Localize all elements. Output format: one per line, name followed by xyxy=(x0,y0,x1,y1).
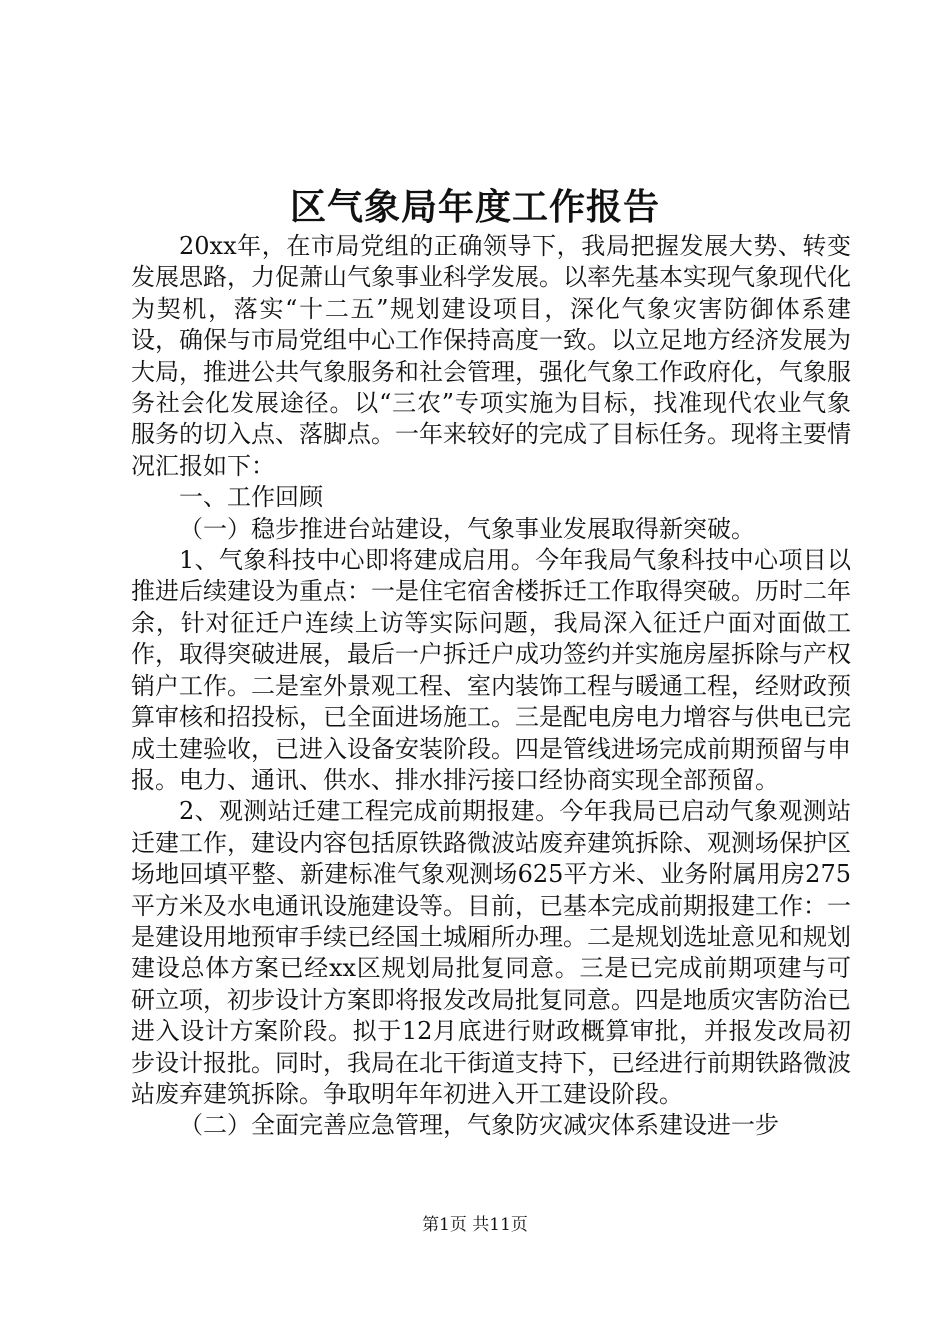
paragraph-intro: 20xx年，在市局党组的正确领导下，我局把握发展大势、转变发展思路，力促萧山气象事业科学发展。以率先基本实现气象现代化为契机，落实“十二五”规划建设项目，深化气象灾害防御体系建设，确保与市局党组中心工作保持高度一致。以立足地方经济发展为大局，推进公共气象服务和社会管理，强化气象工作政府化，气象服务社会化发展途径。以“三农”专项实施为目标，找准现代农业气象服务的切入点、落脚点。一年来较好的完成了目标任务。现将主要情况汇报如下： xyxy=(131,232,851,480)
page-footer: 第1页 共11页 xyxy=(422,1215,528,1235)
heading-work-review: 一、工作回顾 xyxy=(179,483,323,512)
paragraph-tech-center: 1、气象科技中心即将建成启用。今年我局气象科技中心项目以推进后续建设为重点：一是住宅宿舍楼拆迁工作取得突破。历时二年余，针对征迁户连续上访等实际问题，我局深入征迁户面对面做工作，取得突破进展，最后一户拆迁户成功签约并实施房屋拆除与产权销户工作。二是室外景观工程、室内装饰工程与暖通工程，经财政预算审核和招投标，已全面进场施工。三是配电房电力增容与供电已完成土建验收，已进入设备安装阶段。四是管线进场完成前期预留与申报。电力、通讯、供水、排水排污接口经协商实现全部预留。 xyxy=(131,546,851,794)
subheading-station-construction: （一）稳步推进台站建设，气象事业发展取得新突破。 xyxy=(179,514,755,543)
document-title: 区气象局年度工作报告 xyxy=(289,186,660,228)
subheading-emergency-management: （二）全面完善应急管理，气象防灾减灾体系建设进一步 xyxy=(179,1111,779,1140)
document-body xyxy=(131,231,851,1142)
paragraph-observation-station: 2、观测站迁建工程完成前期报建。今年我局已启动气象观测站迁建工作，建设内容包括原铁路微波站废弃建筑拆除、观测场保护区场地回填平整、新建标准气象观测场625平方米、业务附属用房275平方米及水电通讯设施建设等。目前，已基本完成前期报建工作：一是建设用地预审手续已经国土城厢所办理。二是规划选址意见和规划建设总体方案已经xx区规划局批复同意。三是已完成前期项建与可研立项，初步设计方案即将报发改局批复同意。四是地质灾害防治已进入设计方案阶段。拟于12月底进行财政概算审批，并报发改局初步设计报批。同时，我局在北干街道支持下，已经进行前期铁路微波站废弃建筑拆除。争取明年年初进入开工建设阶段。 xyxy=(131,797,851,1108)
